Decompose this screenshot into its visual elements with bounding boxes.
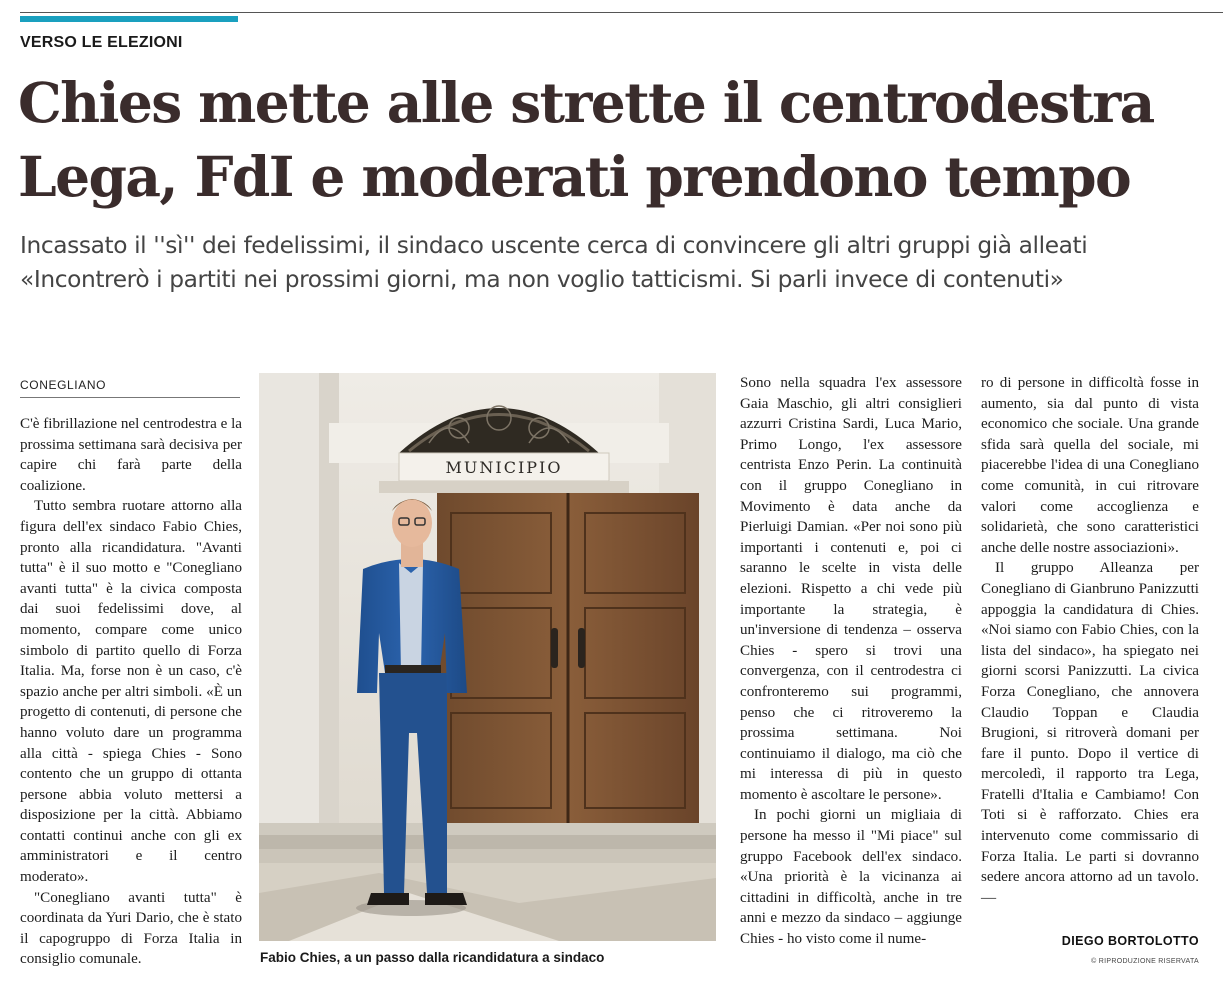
section-kicker: VERSO LE ELEZIONI: [20, 34, 183, 51]
subheadline: [20, 229, 1220, 297]
paragraph: ro di persone in difficoltà fosse in aumento, sia dal punto di vista economico che sociale. Una grande sfida sarà quella del sociale, mi piacerebbe l'idea di una Conegliano come comunità, in cui ritrovare valori come accoglienza e solidarietà, che sono caratteristici anche delle nostre associazioni».: [981, 375, 1199, 556]
subhead-line-1: Incassato il ''sì'' dei fedelissimi, il sindaco uscente cerca di convincere gli altri gruppi già alleati: [20, 232, 1088, 259]
paragraph: C'è fibrillazione nel centrodestra e la prossima settimana sarà decisiva per capire chi farà parte della coalizione.: [20, 416, 242, 494]
article-column-3: [981, 373, 1199, 908]
paragraph: Tutto sembra ruotare attorno alla figura dell'ex sindaco Fabio Chies, pronto alla ricandidatura. "Avanti tutta" è il suo motto e "Conegliano avanti tutta" è la civica composta dai suoi fedelissimi dove, al momento, compare come unico simbolo di partito quello di Forza Italia. Ma, forse non è un caso, c'è spazio anche per altri simboli. «È un progetto di contenuti, di persone che hanno voluto dare un programma alla città - spiega Chies - Sono contento che un gruppo di ottanta persone abbia voluto mettersi a disposizione per la città. Abbiamo contatti continui anche con gli ex amministratori e il centro moderato».: [20, 498, 242, 886]
headline-line-2: Lega, FdI e moderati prendono tempo: [18, 144, 1131, 209]
copyright-notice: © RIPRODUZIONE RISERVATA: [1091, 958, 1199, 965]
paragraph: Sono nella squadra l'ex assessore Gaia Maschio, gli altri consiglieri azzurri Cristina Sardi, Luca Mario, Primo Longo, l'ex assessore centrista Enzo Perin. La continuità con il gruppo Conegliano in Movimento è data anche da Pierluigi Damian. «Per noi sono più importanti i contenuti e, poi ci saranno le scelte in vista delle elezioni. Rispetto a chi vede più importante la strategia, è un'inversione di tendenza – osserva Chies - spero si trovi una convergenza, con il centrodestra ci confronteremo sui programmi, penso che ci ritroveremo la prossima settimana. Noi continuiamo il dialogo, ma ciò che mi interessa di più in questo momento è ascoltare le persone».: [740, 375, 962, 803]
headline: [18, 66, 1218, 214]
paragraph: "Conegliano avanti tutta" è coordinata da Yuri Dario, che è stato il capogruppo di Forza Italia in consiglio comunale.: [20, 889, 242, 968]
headline-line-1: Chies mette alle strette il centrodestra: [18, 70, 1154, 135]
photo-caption: Fabio Chies, a un passo dalla ricandidatura a sindaco: [260, 950, 605, 965]
paragraph: In pochi giorni un migliaia di persone ha messo il "Mi piace" sul gruppo Facebook dell'ex sindaco. «Una priorità è la vicinanza ai cittadini in difficoltà, anche in tre anni e mezzo da sindaco – aggiunge Chies - ho visto come il nume-: [740, 807, 962, 948]
photo-fabio-chies: [259, 373, 716, 941]
article-column-2: [740, 373, 962, 950]
section-accent-bar: [20, 16, 238, 22]
dateline-rule: [20, 397, 240, 398]
subhead-line-2: «Incontrerò i partiti nei prossimi giorni, ma non voglio tatticismi. Si parli invece di contenuti»: [20, 266, 1064, 293]
article-column-1: [20, 414, 242, 970]
paragraph: Il gruppo Alleanza per Conegliano di Gianbruno Panizzutti appoggia la candidatura di Chies. «Noi siamo con Fabio Chies, con la lista del sindaco», ha spiegato nei giorni scorsi Panizzutti. La civica Forza Conegliano, che annovera Claudio Toppan e Claudia Brugioni, si ritroverà domani per fare il punto. Dopo il vertice di mercoledì, il rapporto tra Lega, Fratelli d'Italia e Cambiamo! Con Toti si è rafforzato. Chies era intervenuto come commissario di Forza Italia. Le parti si dovranno sedere ancora attorno ad un tavolo. —: [981, 560, 1199, 906]
top-rule: [20, 12, 1223, 13]
dateline: CONEGLIANO: [20, 378, 107, 392]
municipio-sign: MUNICIPIO: [445, 458, 563, 477]
author-byline: DIEGO BORTOLOTTO: [1061, 934, 1199, 948]
